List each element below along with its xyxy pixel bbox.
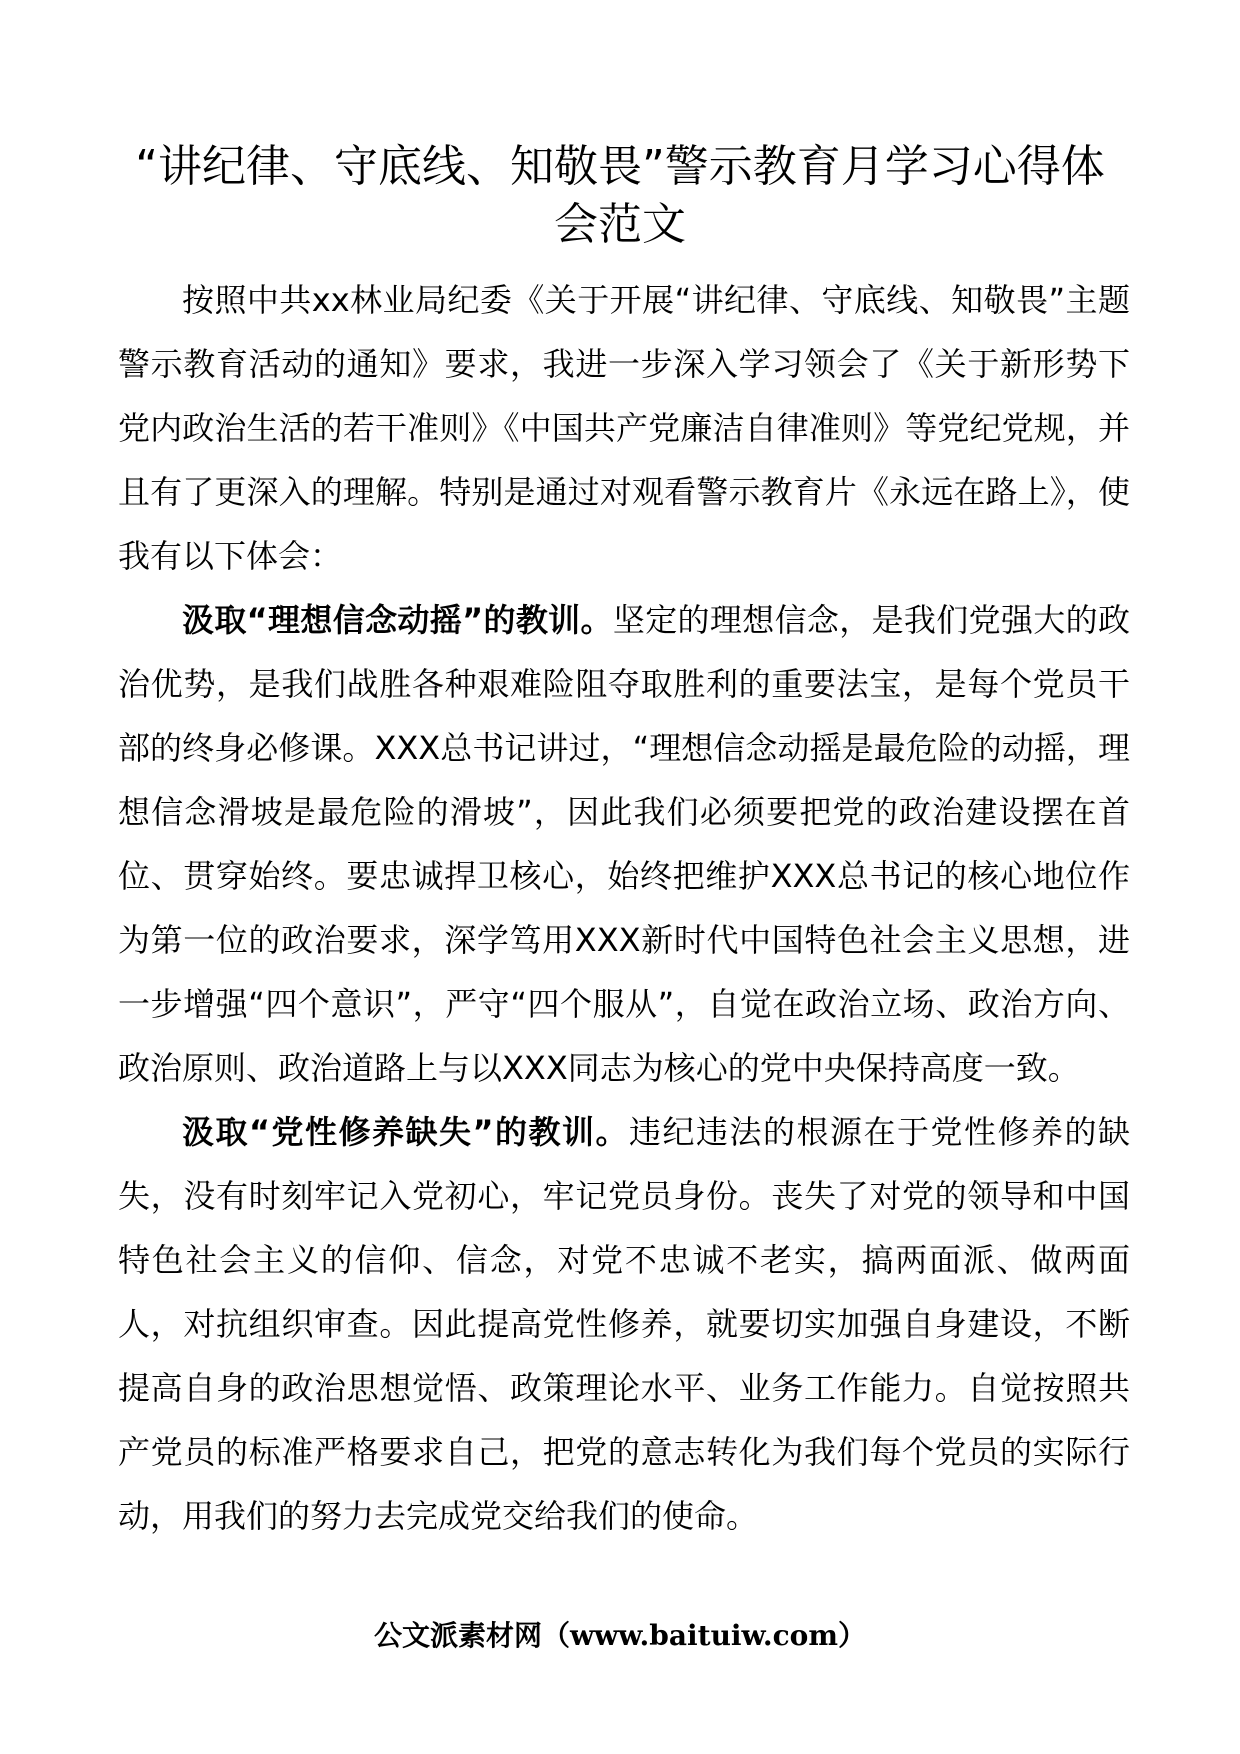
paragraph-ideals [118,588,1130,1100]
paragraph-text: 坚定的理想信念，是我们党强大的政治优势，是我们战胜各种艰难险阻夺取胜利的重要法宝，是每个党员干部的终身必修课。XXX总书记讲过，“理想信念动摇是最危险的动摇，理想信念滑坡是最危险的滑坡”，因此我们必须要把党的政治建设摆在首位、贯穿始终。要忠诚捍卫核心，始终把维护XXX总书记的核心地位作为第一位的政治要求，深学笃用XXX新时代中国特色社会主义思想，进一步增强“四个意识”，严守“四个服从”，自觉在政治立场、政治方向、政治原则、政治道路上与以XXX同志为核心的党中央保持高度一致。 [118,601,1130,1087]
source-footer: 公文派素材网（www.baituiw.com） [374,1619,866,1652]
paragraph-lead: 汲取“理想信念动摇”的教训。 [182,601,613,639]
document-body [118,268,1130,1548]
paragraph-text: 违纪违法的根源在于党性修养的缺失，没有时刻牢记入党初心，牢记党员身份。丧失了对党的领导和中国特色社会主义的信仰、信念，对党不忠诚不老实，搞两面派、做两面人，对抗组织审查。因此提高党性修养，就要切实加强自身建设，不断提高自身的政治思想觉悟、政策理论水平、业务工作能力。自觉按照共产党员的标准严格要求自己，把党的意志转化为我们每个党员的实际行动，用我们的努力去完成党交给我们的使命。 [118,1113,1130,1535]
paragraph-intro [118,268,1130,588]
paragraph-text: 按照中共xx林业局纪委《关于开展“讲纪律、守底线、知敬畏”主题警示教育活动的通知》要求，我进一步深入学习领会了《关于新形势下党内政治生活的若干准则》《中国共产党廉洁自律准则》等党纪党规，并且有了更深入的理解。特别是通过对观看警示教育片《永远在路上》，使我有以下体会： [118,281,1130,575]
paragraph-lead: 汲取“党性修养缺失”的教训。 [182,1113,630,1151]
paragraph-party-spirit [118,1100,1130,1548]
document-title: “讲纪律、守底线、知敬畏”警示教育月学习心得体会范文 [135,141,1105,250]
